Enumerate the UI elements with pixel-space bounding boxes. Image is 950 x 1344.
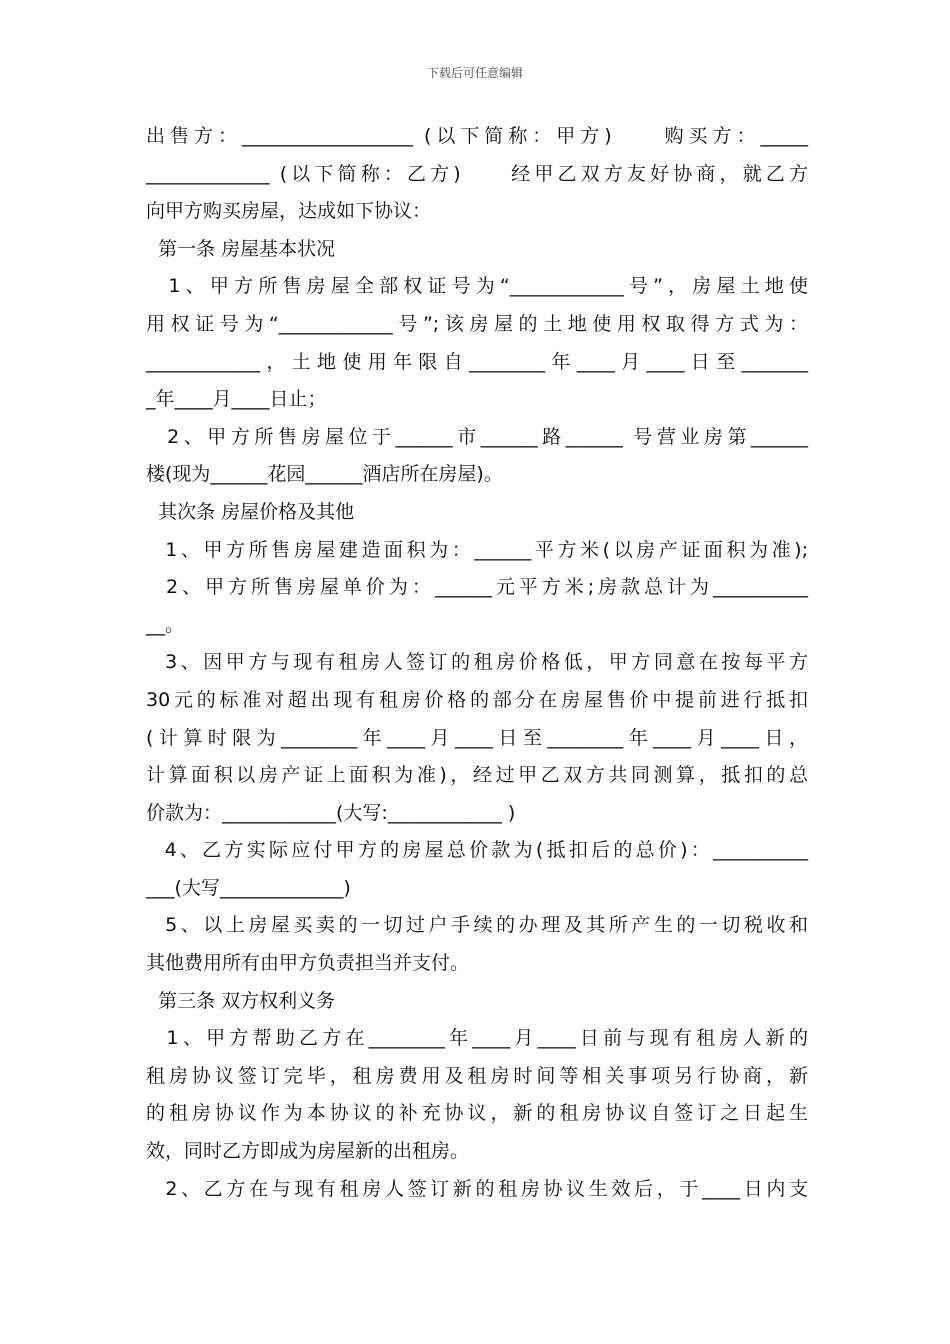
text-line: ___(大写_____________)	[146, 876, 351, 899]
text-line: 1、甲方帮助乙方在________年____月____日前与现有租房人新的	[146, 1027, 808, 1050]
page-header: 下载后可任意编辑	[426, 66, 523, 80]
text-line: 出售方：__________________ (以下简称：甲方) 购买方：_____	[146, 125, 808, 147]
section-heading: 第一条 房屋基本状况	[146, 237, 336, 260]
text-line: (计算时限为________年____月____日至________年____月____日，	[146, 726, 808, 749]
text-line: 2、乙方在与现有租房人签订新的租房协议生效后，于____日内支	[146, 1177, 808, 1200]
text-line: _____________ (以下简称：乙方) 经甲乙双方友好协商，就乙方	[146, 162, 808, 185]
text-line: 3、因甲方与现有租房人签订的租房价格低，甲方同意在按每平方	[146, 651, 808, 674]
text-line: 4、乙方实际应付甲方的房屋总价款为(抵扣后的总价)：__________	[146, 839, 808, 862]
text-line: 2、甲方所售房屋单价为：______元平方米;房款总计为__________	[146, 576, 808, 599]
text-line: 向甲方购买房屋，达成如下协议：	[146, 200, 432, 223]
text-line: 的租房协议作为本协议的补充协议，新的租房协议自签订之日起生	[146, 1102, 808, 1125]
text-line: _年____月____日止；	[146, 388, 327, 411]
text-line: 计算面积以房产证上面积为准)，经过甲乙双方共同测算，抵扣的总	[146, 764, 808, 787]
text-line: 价款为：____________(大写:____________ )	[146, 801, 516, 824]
text-line: 30元的标准对超出现有租房价格的部分在房屋售价中提前进行抵扣	[146, 688, 808, 711]
text-line: 1、甲方所售房屋全部权证号为“____________号”，房屋土地使	[146, 275, 808, 298]
text-line: __。	[146, 613, 185, 636]
text-line: 1、甲方所售房屋建造面积为：______平方米(以房产证面积为准);	[146, 538, 808, 561]
contract-body	[146, 118, 808, 1208]
section-heading: 第三条 双方权利义务	[146, 989, 336, 1012]
text-line: ____________，土地使用年限自________年____月____日至_______	[146, 350, 808, 373]
text-line: 其他费用所有由甲方负责担当并支付。	[146, 952, 470, 975]
text-line: 楼(现为______花园______酒店所在房屋)。	[146, 463, 503, 486]
text-line: 效，同时乙方即成为房屋新的出租房。	[146, 1140, 470, 1163]
text-line: 租房协议签订完毕，租房费用及租房时间等相关事项另行协商，新	[146, 1064, 808, 1087]
section-heading: 其次条 房屋价格及其他	[146, 500, 355, 523]
text-line: 5、以上房屋买卖的一切过户手续的办理及其所产生的一切税收和	[146, 914, 808, 937]
text-line: 2、甲方所售房屋位于______市______路______ 号营业房第______	[146, 425, 808, 448]
text-line: 用权证号为“____________号”;该房屋的土地使用权取得方式为：	[146, 312, 808, 335]
